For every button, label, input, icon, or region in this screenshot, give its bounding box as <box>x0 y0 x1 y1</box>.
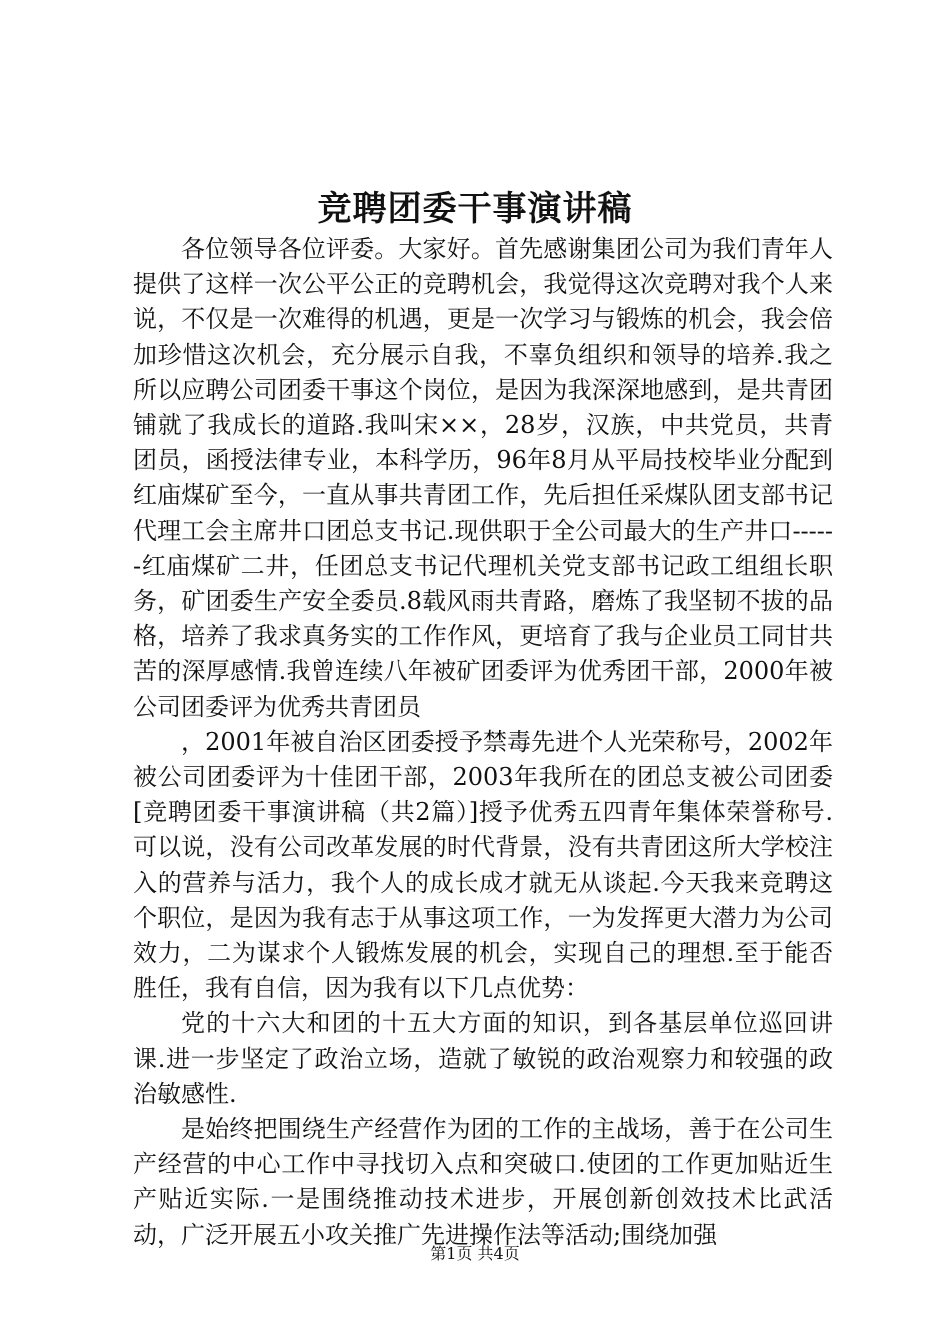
paragraph-1: 各位领导各位评委。大家好。首先感谢集团公司为我们青年人提供了这样一次公平公正的竞聘机会，我觉得这次竞聘对我个人来说，不仅是一次难得的机遇，更是一次学习与锻炼的机会，我会倍加珍惜这次机会，充分展示自我，不辜负组织和领导的培养.我之所以应聘公司团委干事这个岗位，是因为我深深地感到，是共青团铺就了我成长的道路.我叫宋××，28岁，汉族，中共党员，共青团员，函授法律专业，本科学历，96年8月从平局技校毕业分配到红庙煤矿至今，一直从事共青团工作，先后担任采煤队团支部书记代理工会主席井口团总支书记.现供职于全公司最大的生产井口------红庙煤矿二井，任团总支书记代理机关党支部书记政工组组长职务，矿团委生产安全委员.8载风雨共青路，磨炼了我坚韧不拔的品格，培养了我求真务实的工作作风，更培育了我与企业员工同甘共苦的深厚感情.我曾连续八年被矿团委评为优秀团干部，2000年被公司团委评为优秀共青团员 <box>133 235 833 721</box>
document-body <box>133 232 833 1253</box>
page-title: 竞聘团委干事演讲稿 <box>317 189 633 229</box>
paragraph-4: 是始终把围绕生产经营作为团的工作的主战场，善于在公司生产经营的中心工作中寻找切入点和突破口.使团的工作更加贴近生产贴近实际.一是围绕推动技术进步，开展创新创效技术比武活动，广泛开展五小攻关推广先进操作法等活动;围绕加强 <box>133 1115 833 1249</box>
page-footer: 第1页 共4页 <box>430 1244 520 1263</box>
paragraph-3: 党的十六大和团的十五大方面的知识，到各基层单位巡回讲课.进一步坚定了政治立场，造就了敏锐的政治观察力和较强的政治敏感性. <box>133 1009 833 1108</box>
paragraph-2: ，2001年被自治区团委授予禁毒先进个人光荣称号，2002年被公司团委评为十佳团干部，2003年我所在的团总支被公司团委[竞聘团委干事演讲稿（共2篇）]授予优秀五四青年集体荣誉称号.可以说，没有公司改革发展的时代背景，没有共青团这所大学校注入的营养与活力，我个人的成长成才就无从谈起.今天我来竞聘这个职位，是因为我有志于从事这项工作，一为发挥更大潜力为公司效力，二为谋求个人锻炼发展的机会，实现自己的理想.至于能否胜任，我有自信，因为我有以下几点优势： <box>133 727 833 1003</box>
